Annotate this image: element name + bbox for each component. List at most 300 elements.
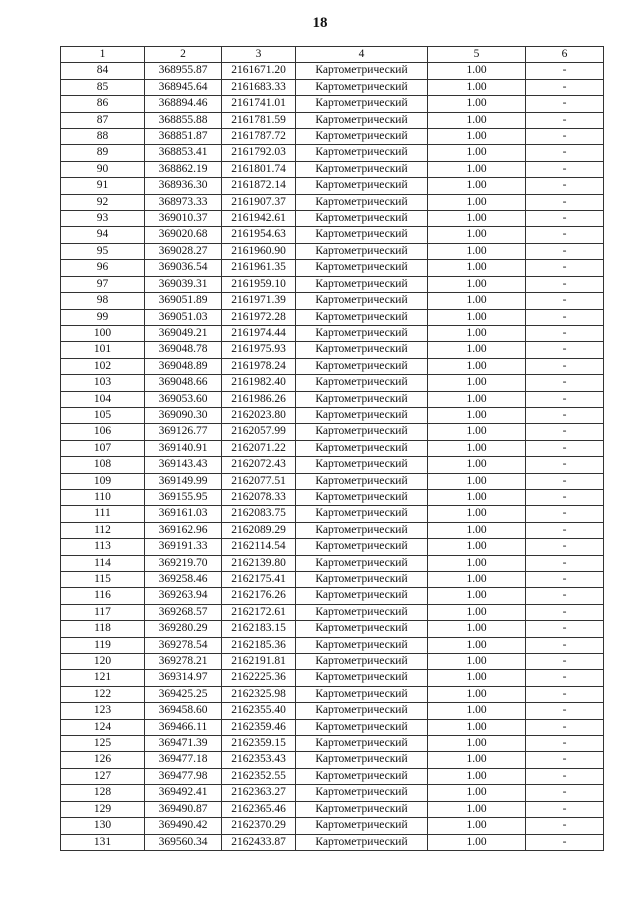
table-cell: 99 (61, 309, 145, 325)
table-cell: 1.00 (428, 489, 526, 505)
table-row (61, 391, 604, 407)
table-row (61, 375, 604, 391)
table-cell: 1.00 (428, 785, 526, 801)
table-cell: Картометрический (296, 604, 428, 620)
table-row (61, 686, 604, 702)
table-cell: 368862.19 (145, 161, 222, 177)
table-cell: 2162370.29 (222, 818, 296, 834)
table-cell: - (526, 719, 604, 735)
table-cell: 368973.33 (145, 194, 222, 210)
table-row (61, 637, 604, 653)
table-cell: 102 (61, 358, 145, 374)
table-cell: 1.00 (428, 211, 526, 227)
table-cell: 2161801.74 (222, 161, 296, 177)
table-row (61, 555, 604, 571)
table-cell: 1.00 (428, 686, 526, 702)
table-cell: - (526, 211, 604, 227)
table-cell: 1.00 (428, 194, 526, 210)
table-cell: 369477.18 (145, 752, 222, 768)
table-row (61, 407, 604, 423)
table-cell: 369280.29 (145, 621, 222, 637)
table-cell: 105 (61, 407, 145, 423)
table-cell: 1.00 (428, 768, 526, 784)
table-cell: 2162363.27 (222, 785, 296, 801)
table-cell: 2162078.33 (222, 489, 296, 505)
table-cell: 2162176.26 (222, 588, 296, 604)
table-row (61, 129, 604, 145)
table-cell: 2161671.20 (222, 63, 296, 79)
table-cell: - (526, 637, 604, 653)
table-cell: Картометрический (296, 572, 428, 588)
table-cell: 1.00 (428, 604, 526, 620)
table-cell: Картометрический (296, 342, 428, 358)
table-cell: Картометрический (296, 243, 428, 259)
table-cell: 2161907.37 (222, 194, 296, 210)
table-cell: 2162352.55 (222, 768, 296, 784)
table-cell: Картометрический (296, 719, 428, 735)
table-cell: 2161959.10 (222, 276, 296, 292)
table-cell: Картометрический (296, 391, 428, 407)
table-cell: - (526, 522, 604, 538)
table-cell: - (526, 243, 604, 259)
table-cell: 369048.66 (145, 375, 222, 391)
table-cell: 1.00 (428, 752, 526, 768)
table-cell: Картометрический (296, 358, 428, 374)
table-cell: 369126.77 (145, 424, 222, 440)
table-cell: 1.00 (428, 161, 526, 177)
table-cell: - (526, 276, 604, 292)
table-cell: 1.00 (428, 342, 526, 358)
table-cell: 108 (61, 457, 145, 473)
table-cell: 2161792.03 (222, 145, 296, 161)
table-cell: - (526, 407, 604, 423)
table-cell: 1.00 (428, 375, 526, 391)
table-cell: 1.00 (428, 834, 526, 850)
table-cell: 2162077.51 (222, 473, 296, 489)
table-cell: 369028.27 (145, 243, 222, 259)
table-cell: 130 (61, 818, 145, 834)
table-cell: 1.00 (428, 260, 526, 276)
table-cell: - (526, 670, 604, 686)
coordinates-table (60, 46, 604, 851)
table-row (61, 112, 604, 128)
table-cell: 2162071.22 (222, 440, 296, 456)
table-row (61, 621, 604, 637)
table-cell: Картометрический (296, 818, 428, 834)
table-row (61, 424, 604, 440)
table-cell: 369143.43 (145, 457, 222, 473)
column-header: 5 (428, 47, 526, 63)
table-cell: Картометрический (296, 686, 428, 702)
table-cell: 2162139.80 (222, 555, 296, 571)
table-cell: 1.00 (428, 63, 526, 79)
table-cell: 96 (61, 260, 145, 276)
table-cell: Картометрический (296, 834, 428, 850)
table-cell: 369458.60 (145, 703, 222, 719)
table-row (61, 506, 604, 522)
table-cell: 369051.03 (145, 309, 222, 325)
table-cell: Картометрический (296, 440, 428, 456)
table-row (61, 489, 604, 505)
table-row (61, 96, 604, 112)
table-cell: 2162114.54 (222, 539, 296, 555)
table-cell: 369278.21 (145, 654, 222, 670)
table-row (61, 358, 604, 374)
table-cell: Картометрический (296, 227, 428, 243)
table-row (61, 194, 604, 210)
table-cell: 118 (61, 621, 145, 637)
table-cell: 101 (61, 342, 145, 358)
table-row (61, 63, 604, 79)
table-cell: 1.00 (428, 801, 526, 817)
table-cell: Картометрический (296, 161, 428, 177)
table-cell: 369219.70 (145, 555, 222, 571)
table-cell: 369155.95 (145, 489, 222, 505)
table-cell: - (526, 79, 604, 95)
table-row (61, 178, 604, 194)
table-cell: 369020.68 (145, 227, 222, 243)
page-number: 18 (312, 15, 328, 31)
table-row (61, 440, 604, 456)
table-cell: - (526, 752, 604, 768)
table-row (61, 752, 604, 768)
table-cell: 100 (61, 325, 145, 341)
table-cell: 368851.87 (145, 129, 222, 145)
table-cell: 1.00 (428, 325, 526, 341)
table-cell: - (526, 309, 604, 325)
table-cell: 369161.03 (145, 506, 222, 522)
table-cell: 95 (61, 243, 145, 259)
table-cell: 2161683.33 (222, 79, 296, 95)
table-cell: 369049.21 (145, 325, 222, 341)
table-cell: 2162433.87 (222, 834, 296, 850)
table-cell: 368853.41 (145, 145, 222, 161)
table-cell: 1.00 (428, 145, 526, 161)
table-cell: Картометрический (296, 260, 428, 276)
table-cell: 2161961.35 (222, 260, 296, 276)
table-cell: 2161942.61 (222, 211, 296, 227)
table-row (61, 785, 604, 801)
table-cell: 1.00 (428, 670, 526, 686)
column-header: 4 (296, 47, 428, 63)
table-cell: 2162089.29 (222, 522, 296, 538)
table-cell: 369051.89 (145, 293, 222, 309)
table-cell: Картометрический (296, 473, 428, 489)
table-cell: Картометрический (296, 178, 428, 194)
table-row (61, 473, 604, 489)
table-cell: Картометрический (296, 752, 428, 768)
table-row (61, 703, 604, 719)
table-cell: 2161978.24 (222, 358, 296, 374)
table-cell: - (526, 424, 604, 440)
table-cell: 119 (61, 637, 145, 653)
table-cell: 2161982.40 (222, 375, 296, 391)
table-cell: 1.00 (428, 522, 526, 538)
table-cell: - (526, 293, 604, 309)
table-cell: 1.00 (428, 358, 526, 374)
table-cell: - (526, 96, 604, 112)
table-cell: 369162.96 (145, 522, 222, 538)
table-cell: 369425.25 (145, 686, 222, 702)
table-cell: 103 (61, 375, 145, 391)
table-cell: 1.00 (428, 129, 526, 145)
table-cell: - (526, 161, 604, 177)
table-cell: Картометрический (296, 293, 428, 309)
table-cell: 2162023.80 (222, 407, 296, 423)
table-cell: 1.00 (428, 112, 526, 128)
table-cell: 109 (61, 473, 145, 489)
table-cell: 1.00 (428, 96, 526, 112)
column-header: 3 (222, 47, 296, 63)
table-cell: - (526, 178, 604, 194)
table-cell: 107 (61, 440, 145, 456)
table-cell: - (526, 129, 604, 145)
table-cell: 2162191.81 (222, 654, 296, 670)
table-cell: 90 (61, 161, 145, 177)
table-row (61, 145, 604, 161)
table-row (61, 260, 604, 276)
table-cell: 2162175.41 (222, 572, 296, 588)
table-cell: 369560.34 (145, 834, 222, 850)
table-cell: - (526, 801, 604, 817)
table-cell: 369492.41 (145, 785, 222, 801)
table-cell: - (526, 818, 604, 834)
table-cell: 84 (61, 63, 145, 79)
column-header: 1 (61, 47, 145, 63)
table-cell: 1.00 (428, 440, 526, 456)
table-cell: 368894.46 (145, 96, 222, 112)
table-row (61, 539, 604, 555)
table-row (61, 276, 604, 292)
table-cell: - (526, 112, 604, 128)
table-cell: 2162353.43 (222, 752, 296, 768)
table-cell: - (526, 785, 604, 801)
table-cell: 106 (61, 424, 145, 440)
table-cell: 1.00 (428, 293, 526, 309)
table-cell: 2162172.61 (222, 604, 296, 620)
table-row (61, 588, 604, 604)
column-header: 2 (145, 47, 222, 63)
table-cell: - (526, 473, 604, 489)
table-cell: Картометрический (296, 276, 428, 292)
table-row (61, 293, 604, 309)
table-cell: 91 (61, 178, 145, 194)
table-cell: Картометрический (296, 145, 428, 161)
table-cell: - (526, 194, 604, 210)
table-row (61, 457, 604, 473)
table-cell: 369490.87 (145, 801, 222, 817)
table-cell: 2161974.44 (222, 325, 296, 341)
table-cell: 1.00 (428, 818, 526, 834)
table-cell: 1.00 (428, 506, 526, 522)
table-cell: 1.00 (428, 407, 526, 423)
table-cell: - (526, 539, 604, 555)
table-cell: 114 (61, 555, 145, 571)
table-cell: 128 (61, 785, 145, 801)
table-cell: 369053.60 (145, 391, 222, 407)
table-cell: 1.00 (428, 539, 526, 555)
table-cell: 125 (61, 736, 145, 752)
table-cell: 2161986.26 (222, 391, 296, 407)
table-cell: 115 (61, 572, 145, 588)
table-cell: Картометрический (296, 621, 428, 637)
table-cell: 1.00 (428, 457, 526, 473)
table-cell: 369048.78 (145, 342, 222, 358)
table-cell: - (526, 703, 604, 719)
table-cell: 369471.39 (145, 736, 222, 752)
table-row (61, 604, 604, 620)
table-cell: Картометрический (296, 703, 428, 719)
table-cell: 85 (61, 79, 145, 95)
table-cell: 2161781.59 (222, 112, 296, 128)
table-cell: Картометрический (296, 670, 428, 686)
table-cell: - (526, 736, 604, 752)
table-cell: Картометрический (296, 96, 428, 112)
table-row (61, 834, 604, 850)
table-row (61, 572, 604, 588)
table-cell: 368945.64 (145, 79, 222, 95)
table-cell: 127 (61, 768, 145, 784)
table-row (61, 768, 604, 784)
table-cell: - (526, 325, 604, 341)
table-cell: - (526, 63, 604, 79)
table-cell: 369039.31 (145, 276, 222, 292)
table-cell: 2161960.90 (222, 243, 296, 259)
table-cell: - (526, 440, 604, 456)
table-cell: 369140.91 (145, 440, 222, 456)
table-cell: 369268.57 (145, 604, 222, 620)
table-cell: 2162355.40 (222, 703, 296, 719)
table-row (61, 342, 604, 358)
table-cell: 126 (61, 752, 145, 768)
table-cell: 1.00 (428, 309, 526, 325)
table-cell: 110 (61, 489, 145, 505)
table-cell: 1.00 (428, 719, 526, 735)
table-row (61, 309, 604, 325)
table-cell: 122 (61, 686, 145, 702)
table-cell: Картометрический (296, 112, 428, 128)
table-cell: 368855.88 (145, 112, 222, 128)
table-row (61, 670, 604, 686)
table-cell: 369477.98 (145, 768, 222, 784)
table-cell: 121 (61, 670, 145, 686)
table-cell: 87 (61, 112, 145, 128)
table-row (61, 818, 604, 834)
table-cell: 111 (61, 506, 145, 522)
table-cell: 1.00 (428, 572, 526, 588)
table-cell: Картометрический (296, 63, 428, 79)
table-cell: 2161741.01 (222, 96, 296, 112)
table-cell: 2161975.93 (222, 342, 296, 358)
table-cell: 1.00 (428, 276, 526, 292)
table-cell: 2162365.46 (222, 801, 296, 817)
table-cell: Картометрический (296, 211, 428, 227)
table-cell: - (526, 457, 604, 473)
table-cell: 88 (61, 129, 145, 145)
table-cell: 369314.97 (145, 670, 222, 686)
table-cell: 2162185.36 (222, 637, 296, 653)
table-cell: 112 (61, 522, 145, 538)
table-row (61, 79, 604, 95)
table-cell: 369010.37 (145, 211, 222, 227)
table-cell: 129 (61, 801, 145, 817)
table-row (61, 325, 604, 341)
table-cell: 1.00 (428, 621, 526, 637)
table-cell: 124 (61, 719, 145, 735)
table-cell: 2162083.75 (222, 506, 296, 522)
table-cell: - (526, 834, 604, 850)
table-cell: - (526, 489, 604, 505)
table-cell: 369490.42 (145, 818, 222, 834)
table-cell: - (526, 375, 604, 391)
table-row (61, 736, 604, 752)
table-cell: 94 (61, 227, 145, 243)
table-cell: 1.00 (428, 703, 526, 719)
table-cell: Картометрический (296, 654, 428, 670)
table-cell: - (526, 260, 604, 276)
table-cell: - (526, 686, 604, 702)
table-cell: 369036.54 (145, 260, 222, 276)
table-cell: Картометрический (296, 736, 428, 752)
table-cell: 97 (61, 276, 145, 292)
table-cell: Картометрический (296, 489, 428, 505)
table-cell: 369263.94 (145, 588, 222, 604)
table-cell: 2161971.39 (222, 293, 296, 309)
table-cell: 369278.54 (145, 637, 222, 653)
table-cell: Картометрический (296, 801, 428, 817)
table-row (61, 211, 604, 227)
table-cell: 369191.33 (145, 539, 222, 555)
table-cell: 120 (61, 654, 145, 670)
table-cell: 2161787.72 (222, 129, 296, 145)
table-cell: 92 (61, 194, 145, 210)
table-cell: 368936.30 (145, 178, 222, 194)
table-cell: 2162359.15 (222, 736, 296, 752)
table-cell: 86 (61, 96, 145, 112)
table-cell: - (526, 621, 604, 637)
table-cell: Картометрический (296, 375, 428, 391)
table-cell: 2162225.36 (222, 670, 296, 686)
table-cell: 104 (61, 391, 145, 407)
table-cell: - (526, 654, 604, 670)
table-row (61, 522, 604, 538)
table-cell: 2162325.98 (222, 686, 296, 702)
table-cell: - (526, 145, 604, 161)
table-cell: Картометрический (296, 194, 428, 210)
table-cell: 98 (61, 293, 145, 309)
table-cell: Картометрический (296, 129, 428, 145)
table-cell: Картометрический (296, 588, 428, 604)
table-cell: 116 (61, 588, 145, 604)
table-cell: 369149.99 (145, 473, 222, 489)
table-row (61, 161, 604, 177)
table-cell: 2162072.43 (222, 457, 296, 473)
table-cell: 2161872.14 (222, 178, 296, 194)
table-cell: Картометрический (296, 424, 428, 440)
table-cell: 1.00 (428, 473, 526, 489)
table-row (61, 801, 604, 817)
table-cell: 2161972.28 (222, 309, 296, 325)
table-cell: 113 (61, 539, 145, 555)
table-cell: 2162057.99 (222, 424, 296, 440)
table-cell: 369466.11 (145, 719, 222, 735)
table-cell: 369258.46 (145, 572, 222, 588)
table-cell: 368955.87 (145, 63, 222, 79)
table-cell: 1.00 (428, 243, 526, 259)
table-cell: 93 (61, 211, 145, 227)
table-cell: Картометрический (296, 555, 428, 571)
table-cell: - (526, 391, 604, 407)
